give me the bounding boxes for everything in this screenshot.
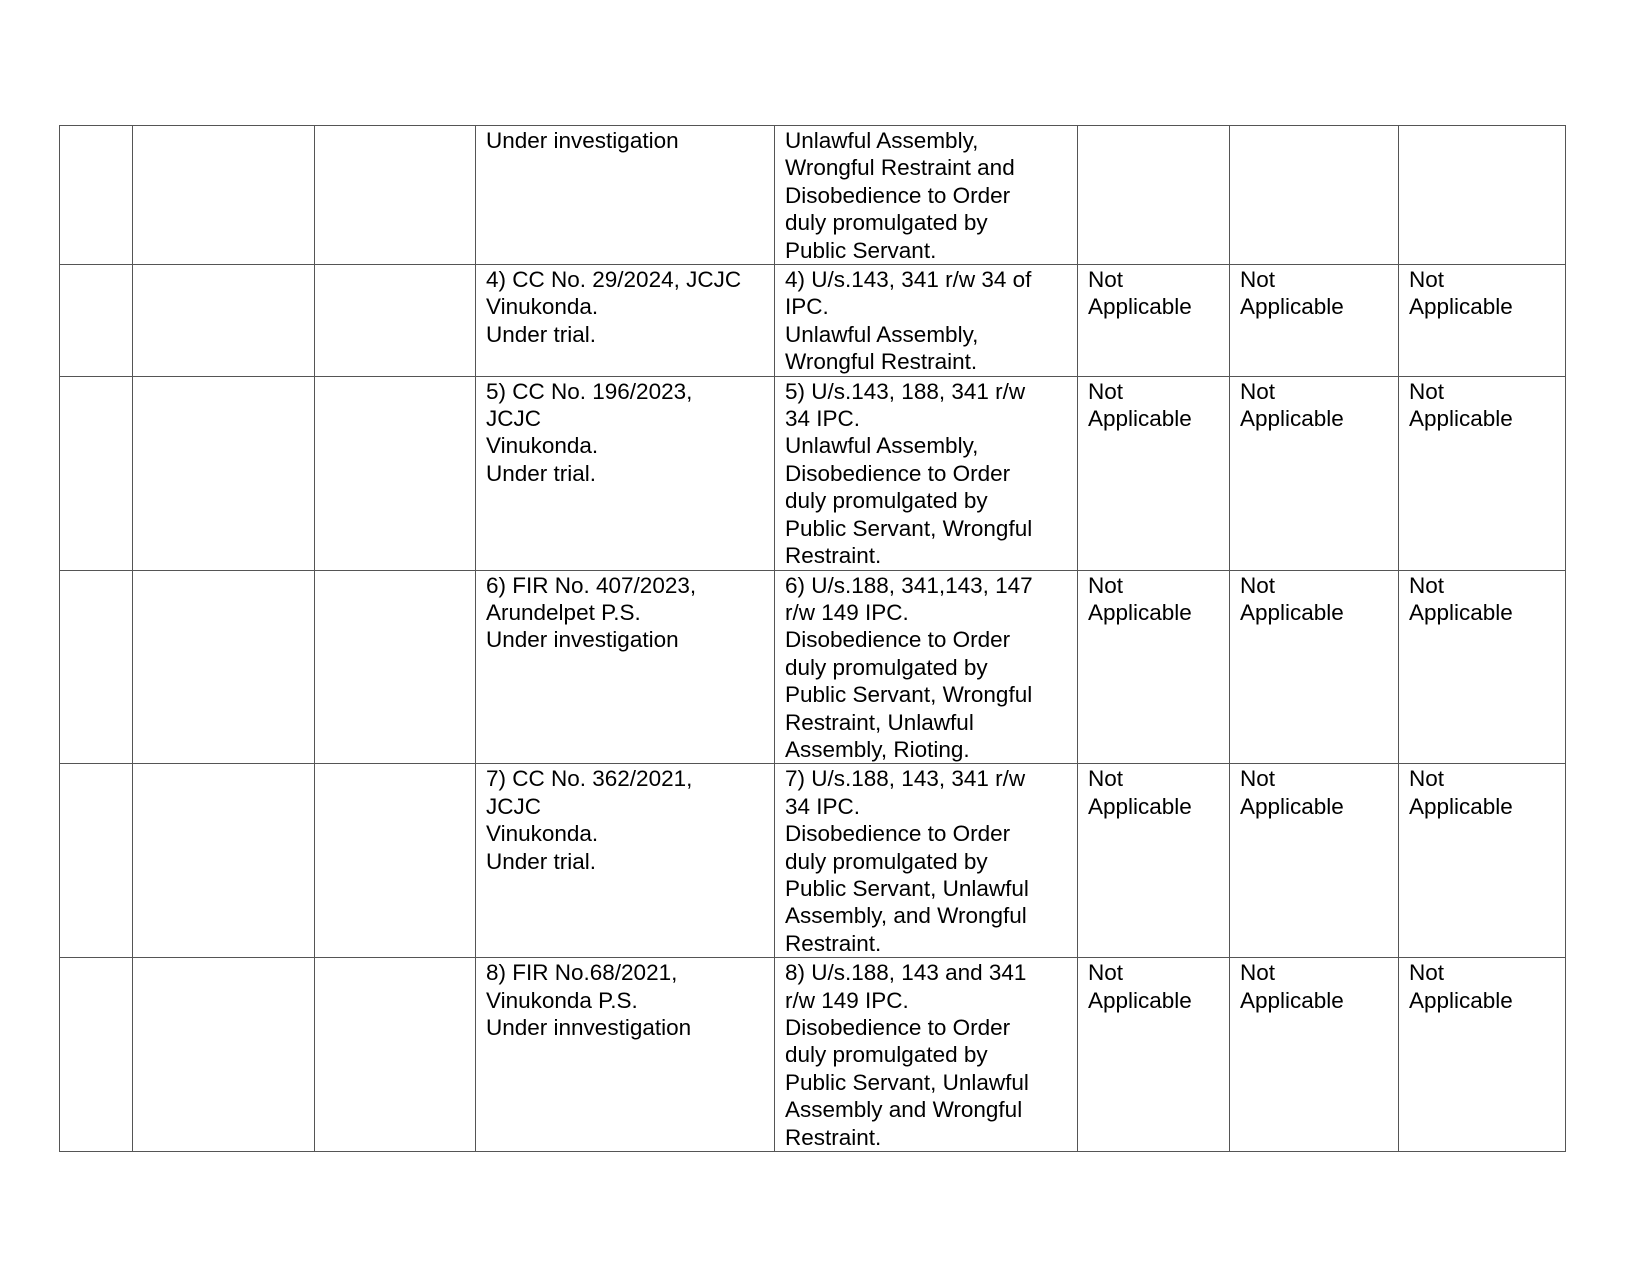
table-row [60, 958, 1566, 1152]
applicability-cell [1230, 126, 1399, 265]
table-row [60, 764, 1566, 958]
applicability-cell [1399, 126, 1566, 265]
applicability-cell [1078, 126, 1230, 265]
empty-cell [315, 376, 476, 570]
applicability-cell: Not Applicable [1078, 376, 1230, 570]
case-details-cell: 8) FIR No.68/2021, Vinukonda P.S. Under innvestigation [476, 958, 775, 1152]
empty-cell [315, 570, 476, 764]
empty-cell [60, 764, 133, 958]
empty-cell [60, 958, 133, 1152]
offence-details-cell: 4) U/s.143, 341 r/w 34 of IPC. Unlawful Assembly, Wrongful Restraint. [775, 265, 1078, 377]
case-details-cell: 5) CC No. 196/2023, JCJC Vinukonda. Under trial. [476, 376, 775, 570]
empty-cell [60, 376, 133, 570]
offence-details-cell: 5) U/s.143, 188, 341 r/w 34 IPC. Unlawful Assembly, Disobedience to Order duly promulgated by Public Servant, Wrongful Restraint. [775, 376, 1078, 570]
applicability-cell: Not Applicable [1078, 958, 1230, 1152]
applicability-cell: Not Applicable [1230, 265, 1399, 377]
empty-cell [133, 958, 315, 1152]
applicability-cell: Not Applicable [1399, 958, 1566, 1152]
empty-cell [60, 126, 133, 265]
table-row [60, 376, 1566, 570]
applicability-cell: Not Applicable [1230, 764, 1399, 958]
empty-cell [133, 764, 315, 958]
table-row [60, 126, 1566, 265]
applicability-cell: Not Applicable [1078, 764, 1230, 958]
empty-cell [315, 126, 476, 265]
empty-cell [315, 958, 476, 1152]
offence-details-cell: Unlawful Assembly, Wrongful Restraint and Disobedience to Order duly promulgated by Public Servant. [775, 126, 1078, 265]
table-row [60, 570, 1566, 764]
applicability-cell: Not Applicable [1399, 376, 1566, 570]
case-details-cell: 6) FIR No. 407/2023, Arundelpet P.S. Under investigation [476, 570, 775, 764]
cases-table [59, 125, 1566, 1152]
offence-details-cell: 6) U/s.188, 341,143, 147 r/w 149 IPC. Disobedience to Order duly promulgated by Public Servant, Wrongful Restraint, Unlawful Assembly, Rioting. [775, 570, 1078, 764]
applicability-cell: Not Applicable [1230, 958, 1399, 1152]
applicability-cell: Not Applicable [1399, 570, 1566, 764]
applicability-cell: Not Applicable [1230, 376, 1399, 570]
applicability-cell: Not Applicable [1078, 570, 1230, 764]
case-details-cell: 4) CC No. 29/2024, JCJC Vinukonda. Under trial. [476, 265, 775, 377]
empty-cell [60, 570, 133, 764]
empty-cell [133, 126, 315, 265]
applicability-cell: Not Applicable [1078, 265, 1230, 377]
empty-cell [133, 570, 315, 764]
empty-cell [133, 265, 315, 377]
applicability-cell: Not Applicable [1230, 570, 1399, 764]
empty-cell [60, 265, 133, 377]
offence-details-cell: 7) U/s.188, 143, 341 r/w 34 IPC. Disobedience to Order duly promulgated by Public Servant, Unlawful Assembly, and Wrongful Restraint. [775, 764, 1078, 958]
empty-cell [133, 376, 315, 570]
case-details-cell: Under investigation [476, 126, 775, 265]
case-details-cell: 7) CC No. 362/2021, JCJC Vinukonda. Under trial. [476, 764, 775, 958]
empty-cell [315, 265, 476, 377]
applicability-cell: Not Applicable [1399, 764, 1566, 958]
applicability-cell: Not Applicable [1399, 265, 1566, 377]
offence-details-cell: 8) U/s.188, 143 and 341 r/w 149 IPC. Disobedience to Order duly promulgated by Public Servant, Unlawful Assembly and Wrongful Restraint. [775, 958, 1078, 1152]
table-row [60, 265, 1566, 377]
empty-cell [315, 764, 476, 958]
